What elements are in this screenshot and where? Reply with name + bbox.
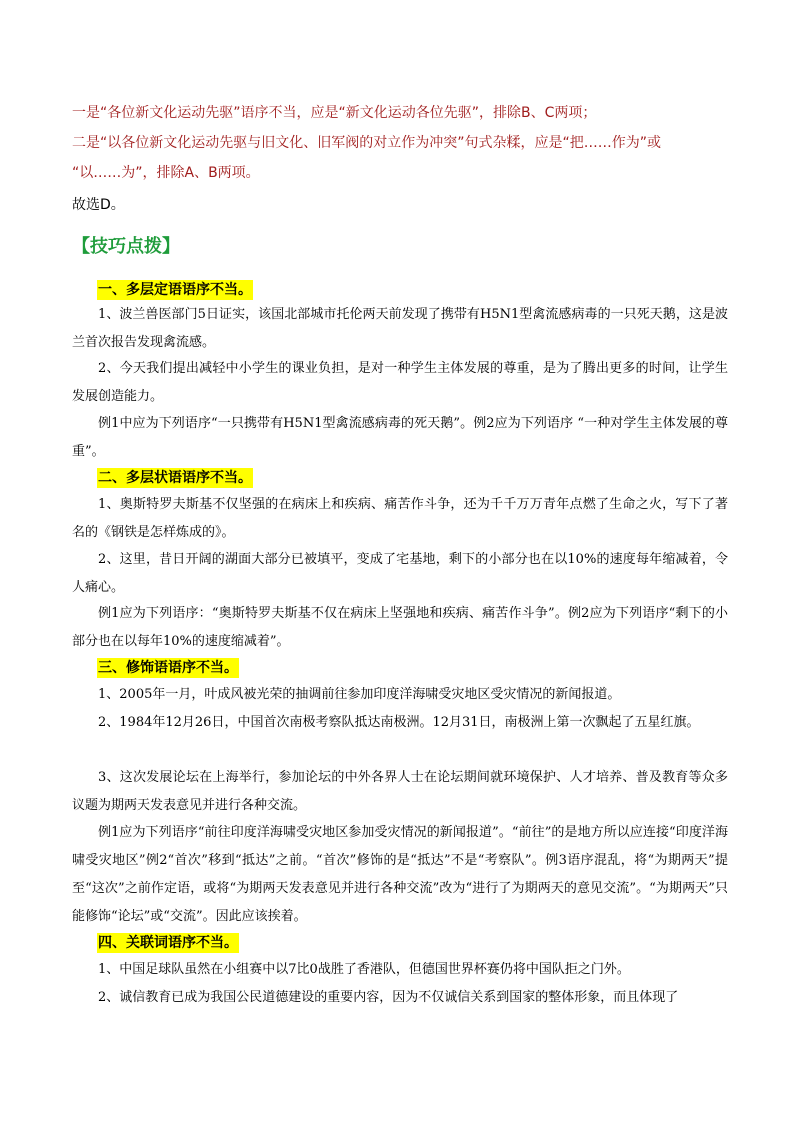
tip-title: 【技巧点拨】: [72, 236, 180, 257]
section-3-para-4: 例1应为下列语序“前往印度洋海啸受灾地区参加受灾情况的新闻报道”。“前往”的是地方所以应连接“印度洋海啸受灾地区”例2“首次”移到“抵达”之前。“首次”修饰的是“抵达”不是“考察队”。例3语序混乱，将“为期两天”提至“这次”之前作定语，或将“为期两天发表意见并进行各种交流”改为“进行了为期两天的意见交流”。“为期两天”只能修饰“论坛”或“交流”。因此应该挨着。: [72, 825, 728, 924]
section-2-para-1: 1、奥斯特罗夫斯基不仅坚强的在病床上和疾病、痛苦作斗争，还为千千万万青年点燃了生命之火，写下了著名的《钢铁是怎样炼成的》。: [72, 497, 728, 540]
section-1-para-3: 例1中应为下列语序“一只携带有H5N1型禽流感病毒的死天鹅”。例2应为下列语序 “一种对学生主体发展的尊重”。: [72, 416, 728, 459]
section-1-para-2: 2、今天我们提出减轻中小学生的课业负担，是对一种学生主体发展的尊重，是为了腾出更多的时间，让学生发展创造能力。: [72, 361, 728, 404]
section-4-para-2: 2、诚信教育已成为我国公民道德建设的重要内容，因为不仅诚信关系到国家的整体形象，而且体现了: [98, 990, 679, 1005]
section-3-para-3: 3、这次发展论坛在上海举行，参加论坛的中外各界人士在论坛期间就环境保护、人才培养、普及教育等众多议题为期两天发表意见并进行各种交流。: [72, 770, 728, 813]
answer-line-2: 二是“以各位新文化运动先驱与旧文化、旧军阀的对立作为冲突”句式杂糅，应是“把……作为”或: [72, 135, 662, 151]
section-heading-3: 三、修饰语语序不当。: [98, 660, 238, 676]
section-3-para-2: 2、1984年12月26日，中国首次南极考察队抵达南极洲。12月31日，南极洲上第一次飘起了五星红旗。: [98, 715, 700, 730]
section-2-para-2: 2、这里，昔日开阔的湖面大部分已被填平，变成了宅基地，剩下的小部分也在以10%的速度每年缩减着，令人痛心。: [72, 552, 728, 595]
answer-line-1: 一是“各位新文化运动先驱”语序不当，应是“新文化运动各位先驱”，排除B、C两项；: [72, 105, 597, 121]
section-heading-4: 四、关联词语序不当。: [98, 935, 238, 951]
section-1-para-1: 1、波兰兽医部门5日证实，该国北部城市托伦两天前发现了携带有H5N1型禽流感病毒的一只死天鹅，这是波兰首次报告发现禽流感。: [72, 307, 728, 350]
answer-line-3: “以……为”，排除A、B两项。: [72, 165, 260, 181]
section-3-para-1: 1、2005年一月，叶成风被光荣的抽调前往参加印度洋海啸受灾地区受灾情况的新闻报道。: [98, 687, 621, 702]
section-4-para-1: 1、中国足球队虽然在小组赛中以7比0战胜了香港队，但德国世界杯赛仍将中国队拒之门外。: [98, 962, 630, 977]
section-heading-1: 一、多层定语语序不当。: [98, 282, 252, 298]
section-2-para-3: 例1应为下列语序：“奥斯特罗夫斯基不仅在病床上坚强地和疾病、痛苦作斗争”。例2应为下列语序“剩下的小部分也在以每年10%的速度缩减着”。: [72, 606, 728, 649]
answer-conclusion: 故选D。: [72, 197, 125, 213]
section-heading-2: 二、多层状语语序不当。: [98, 470, 252, 486]
